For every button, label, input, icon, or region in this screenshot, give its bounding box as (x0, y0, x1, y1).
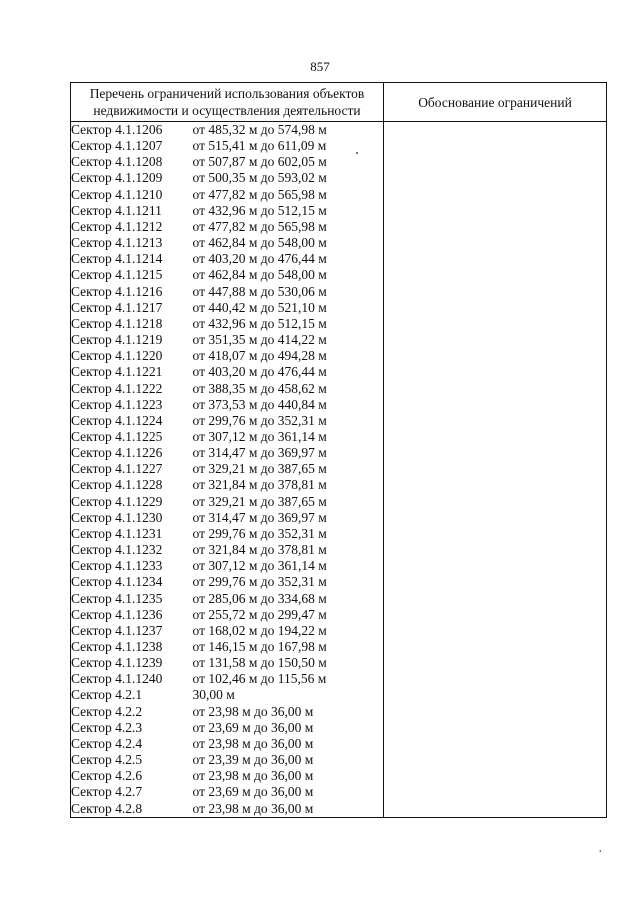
header-restrictions-list: Перечень ограничений использования объектов недвижимости и осуществления деятельности (71, 83, 384, 122)
basis-cell (384, 542, 607, 558)
range-cell: от 23,39 м до 36,00 м (193, 752, 384, 768)
sector-cell: Сектор 4.2.3 (71, 720, 193, 736)
table-body (71, 122, 607, 818)
sector-cell: Сектор 4.1.1225 (71, 429, 193, 445)
range-cell: от 351,35 м до 414,22 м (193, 332, 384, 348)
table-row (71, 364, 607, 380)
table-row (71, 187, 607, 203)
basis-cell (384, 284, 607, 300)
table-row (71, 510, 607, 526)
basis-cell (384, 461, 607, 477)
sector-cell: Сектор 4.1.1224 (71, 413, 193, 429)
basis-cell (384, 477, 607, 493)
table-row (71, 494, 607, 510)
sector-cell: Сектор 4.1.1236 (71, 607, 193, 623)
basis-cell (384, 300, 607, 316)
table-row (71, 784, 607, 800)
sector-cell: Сектор 4.1.1209 (71, 170, 193, 186)
range-cell: от 23,98 м до 36,00 м (193, 768, 384, 784)
table-row (71, 752, 607, 768)
table-row (71, 768, 607, 784)
basis-cell (384, 138, 607, 154)
range-cell: от 403,20 м до 476,44 м (193, 364, 384, 380)
table-row (71, 170, 607, 186)
range-cell: от 299,76 м до 352,31 м (193, 413, 384, 429)
basis-cell (384, 219, 607, 235)
table-row (71, 397, 607, 413)
scan-speck (356, 152, 358, 154)
table-row (71, 574, 607, 590)
sector-cell: Сектор 4.2.5 (71, 752, 193, 768)
table-row (71, 591, 607, 607)
range-cell: от 23,69 м до 36,00 м (193, 784, 384, 800)
table-row (71, 477, 607, 493)
sector-cell: Сектор 4.1.1228 (71, 477, 193, 493)
basis-cell (384, 203, 607, 219)
table-row (71, 607, 607, 623)
range-cell: от 329,21 м до 387,65 м (193, 461, 384, 477)
basis-cell (384, 122, 607, 139)
table-row (71, 219, 607, 235)
range-cell: от 23,98 м до 36,00 м (193, 704, 384, 720)
basis-cell (384, 687, 607, 703)
basis-cell (384, 251, 607, 267)
basis-cell (384, 639, 607, 655)
sector-cell: Сектор 4.1.1217 (71, 300, 193, 316)
table-row (71, 122, 607, 139)
sector-cell: Сектор 4.1.1219 (71, 332, 193, 348)
range-cell: от 477,82 м до 565,98 м (193, 187, 384, 203)
sector-cell: Сектор 4.1.1229 (71, 494, 193, 510)
range-cell: 30,00 м (193, 687, 384, 703)
table-row (71, 704, 607, 720)
range-cell: от 418,07 м до 494,28 м (193, 348, 384, 364)
basis-cell (384, 445, 607, 461)
table-row (71, 316, 607, 332)
basis-cell (384, 671, 607, 687)
sector-cell: Сектор 4.1.1222 (71, 381, 193, 397)
basis-cell (384, 154, 607, 170)
page-number: 857 (310, 59, 330, 74)
table-row (71, 671, 607, 687)
range-cell: от 321,84 м до 378,81 м (193, 477, 384, 493)
basis-cell (384, 510, 607, 526)
range-cell: от 477,82 м до 565,98 м (193, 219, 384, 235)
sector-cell: Сектор 4.1.1213 (71, 235, 193, 251)
range-cell: от 307,12 м до 361,14 м (193, 558, 384, 574)
basis-cell (384, 397, 607, 413)
basis-cell (384, 558, 607, 574)
range-cell: от 462,84 м до 548,00 м (193, 235, 384, 251)
sector-cell: Сектор 4.1.1207 (71, 138, 193, 154)
basis-cell (384, 591, 607, 607)
range-cell: от 500,35 м до 593,02 м (193, 170, 384, 186)
basis-cell (384, 655, 607, 671)
basis-cell (384, 429, 607, 445)
range-cell: от 23,69 м до 36,00 м (193, 720, 384, 736)
range-cell: от 373,53 м до 440,84 м (193, 397, 384, 413)
range-cell: от 321,84 м до 378,81 м (193, 542, 384, 558)
sector-cell: Сектор 4.1.1212 (71, 219, 193, 235)
table-row (71, 526, 607, 542)
range-cell: от 314,47 м до 369,97 м (193, 445, 384, 461)
table-row (71, 445, 607, 461)
table-row (71, 801, 607, 818)
sector-cell: Сектор 4.1.1231 (71, 526, 193, 542)
table-row (71, 623, 607, 639)
sector-cell: Сектор 4.1.1226 (71, 445, 193, 461)
basis-cell (384, 574, 607, 590)
sector-cell: Сектор 4.1.1232 (71, 542, 193, 558)
table-header-row (71, 83, 607, 122)
basis-cell (384, 187, 607, 203)
table-row (71, 235, 607, 251)
table-row (71, 381, 607, 397)
range-cell: от 314,47 м до 369,97 м (193, 510, 384, 526)
sector-cell: Сектор 4.1.1234 (71, 574, 193, 590)
table-row (71, 413, 607, 429)
table-row (71, 736, 607, 752)
range-cell: от 485,32 м до 574,98 м (193, 122, 384, 139)
sector-cell: Сектор 4.1.1238 (71, 639, 193, 655)
basis-cell (384, 381, 607, 397)
table-row (71, 203, 607, 219)
range-cell: от 299,76 м до 352,31 м (193, 574, 384, 590)
sector-cell: Сектор 4.1.1218 (71, 316, 193, 332)
basis-cell (384, 768, 607, 784)
table-row (71, 639, 607, 655)
sector-cell: Сектор 4.1.1240 (71, 671, 193, 687)
sector-cell: Сектор 4.1.1210 (71, 187, 193, 203)
sector-cell: Сектор 4.2.7 (71, 784, 193, 800)
sector-cell: Сектор 4.1.1233 (71, 558, 193, 574)
range-cell: от 388,35 м до 458,62 м (193, 381, 384, 397)
basis-cell (384, 623, 607, 639)
table-row (71, 542, 607, 558)
range-cell: от 403,20 м до 476,44 м (193, 251, 384, 267)
sector-cell: Сектор 4.1.1214 (71, 251, 193, 267)
range-cell: от 507,87 м до 602,05 м (193, 154, 384, 170)
sector-cell: Сектор 4.1.1223 (71, 397, 193, 413)
range-cell: от 329,21 м до 387,65 м (193, 494, 384, 510)
range-cell: от 285,06 м до 334,68 м (193, 591, 384, 607)
range-cell: от 23,98 м до 36,00 м (193, 801, 384, 818)
range-cell: от 440,42 м до 521,10 м (193, 300, 384, 316)
basis-cell (384, 494, 607, 510)
table-row (71, 429, 607, 445)
table-row (71, 687, 607, 703)
table-row (71, 348, 607, 364)
basis-cell (384, 607, 607, 623)
range-cell: от 255,72 м до 299,47 м (193, 607, 384, 623)
range-cell: от 307,12 м до 361,14 м (193, 429, 384, 445)
table-row (71, 267, 607, 283)
table-row (71, 251, 607, 267)
table-row (71, 655, 607, 671)
range-cell: от 102,46 м до 115,56 м (193, 671, 384, 687)
sector-cell: Сектор 4.1.1220 (71, 348, 193, 364)
table-row (71, 720, 607, 736)
sector-cell: Сектор 4.1.1215 (71, 267, 193, 283)
sector-cell: Сектор 4.1.1230 (71, 510, 193, 526)
sector-cell: Сектор 4.2.4 (71, 736, 193, 752)
sector-cell: Сектор 4.1.1206 (71, 122, 193, 139)
sector-cell: Сектор 4.2.1 (71, 687, 193, 703)
basis-cell (384, 364, 607, 380)
basis-cell (384, 801, 607, 818)
table-row (71, 154, 607, 170)
range-cell: от 131,58 м до 150,50 м (193, 655, 384, 671)
table-row (71, 461, 607, 477)
basis-cell (384, 267, 607, 283)
basis-cell (384, 752, 607, 768)
sector-cell: Сектор 4.2.8 (71, 801, 193, 818)
table-row (71, 284, 607, 300)
range-cell: от 515,41 м до 611,09 м (193, 138, 384, 154)
table-row (71, 332, 607, 348)
basis-cell (384, 736, 607, 752)
basis-cell (384, 170, 607, 186)
basis-cell (384, 720, 607, 736)
sector-cell: Сектор 4.1.1211 (71, 203, 193, 219)
range-cell: от 299,76 м до 352,31 м (193, 526, 384, 542)
range-cell: от 462,84 м до 548,00 м (193, 267, 384, 283)
sector-cell: Сектор 4.2.6 (71, 768, 193, 784)
sector-cell: Сектор 4.1.1235 (71, 591, 193, 607)
sector-cell: Сектор 4.1.1221 (71, 364, 193, 380)
header-restrictions-basis: Обоснование ограничений (384, 83, 607, 122)
range-cell: от 447,88 м до 530,06 м (193, 284, 384, 300)
table-row (71, 558, 607, 574)
sector-cell: Сектор 4.1.1216 (71, 284, 193, 300)
basis-cell (384, 413, 607, 429)
sector-cell: Сектор 4.1.1237 (71, 623, 193, 639)
basis-cell (384, 348, 607, 364)
range-cell: от 432,96 м до 512,15 м (193, 316, 384, 332)
table-row (71, 300, 607, 316)
sector-cell: Сектор 4.1.1227 (71, 461, 193, 477)
basis-cell (384, 332, 607, 348)
table-row (71, 138, 607, 154)
restrictions-table (70, 82, 607, 818)
basis-cell (384, 235, 607, 251)
range-cell: от 146,15 м до 167,98 м (193, 639, 384, 655)
sector-cell: Сектор 4.1.1208 (71, 154, 193, 170)
basis-cell (384, 704, 607, 720)
basis-cell (384, 784, 607, 800)
range-cell: от 432,96 м до 512,15 м (193, 203, 384, 219)
range-cell: от 23,98 м до 36,00 м (193, 736, 384, 752)
scan-mark: , (599, 843, 602, 854)
sector-cell: Сектор 4.2.2 (71, 704, 193, 720)
basis-cell (384, 316, 607, 332)
basis-cell (384, 526, 607, 542)
sector-cell: Сектор 4.1.1239 (71, 655, 193, 671)
range-cell: от 168,02 м до 194,22 м (193, 623, 384, 639)
